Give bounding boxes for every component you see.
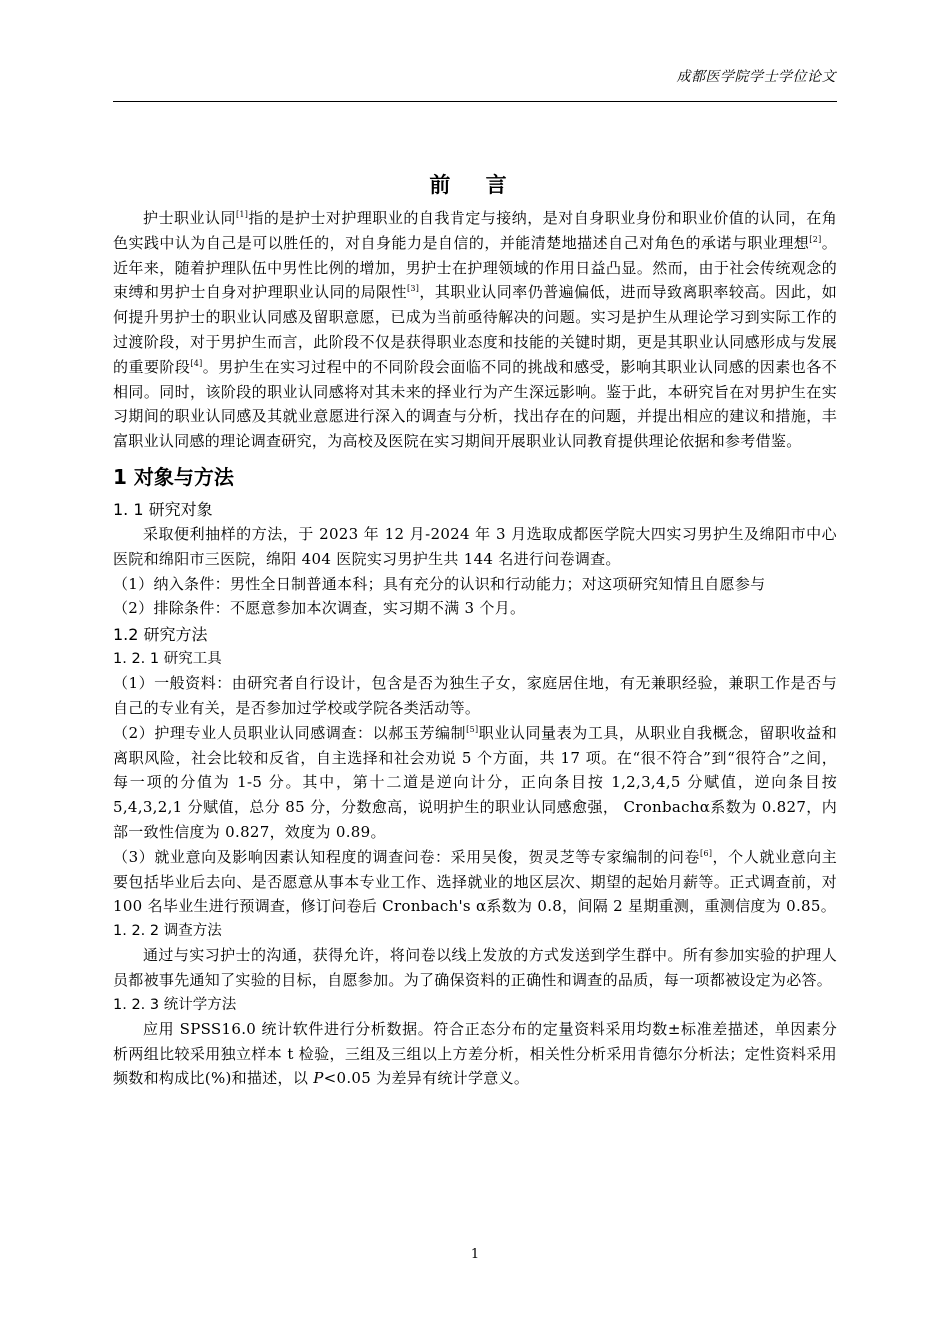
page-content xyxy=(113,170,837,1091)
body-paragraph: 通过与实习护士的沟通，获得允许，将问卷以线上发放的方式发送到学生群中。所有参加实验的护理人员都被事先通知了实验的目标，自愿参加。为了确保资料的正确性和调查的品质，每一项都被设定为必答。 xyxy=(113,946,837,989)
subsubsection-heading: 1. 2. 1 研究工具 xyxy=(113,651,222,668)
text-run: <0.05 为差异有统计学意义。 xyxy=(323,1069,530,1088)
preface-paragraph xyxy=(113,206,837,454)
p-value-symbol: P xyxy=(313,1069,324,1088)
text-run: 护士职业认同 xyxy=(143,209,236,227)
text-run: ，个人就业意向主要包括毕业后去向、是否愿意从事本专业工作、选择就业的地区层次、期望的起始月薪等。正式调查前，对 100 名毕业生进行预调查，修订问卷后 Cronbach's α系数为 0.8，间隔 2 星期重测，重测信度为 0.85。 xyxy=(113,847,837,916)
body-paragraph: （1）一般资料：由研究者自行设计，包含是否为独生子女，家庭居住地，有无兼职经验，兼职工作是否与自己的专业有关，是否参加过学校或学院各类活动等。 xyxy=(113,674,837,717)
citation-ref: [6] xyxy=(700,848,713,858)
text-run: 应用 SPSS16.0 统计软件进行分析数据。符合正态分布的定量资料采用均数±标准差描述，单因素分析两组比较采用独立样本 t 检验，三组及三组以上方差分析，相关性分析采用肯德尔分析法；定性资料采用频数和构成比(%)和描述，以 xyxy=(113,1019,837,1088)
citation-ref: [5] xyxy=(466,724,479,734)
body-paragraph xyxy=(113,845,837,919)
running-header: 成都医学院学士学位论文 xyxy=(676,69,836,85)
citation-ref: [1] xyxy=(235,210,249,219)
text-run: 职业认同量表为工具，从职业自我概念，留职收益和离职风险，社会比较和反省，自主选择和社会劝说 5 个方面，共 17 项。在“很不符合”到“很符合”之间，每一项的分值为 1-5 分。其中，第十二道是逆向计分，正向条目按 1,2,3,4,5 分赋值，逆向条目按 5,4,3,2,1 分赋值，总分 85 分，分数愈高，说明护生的职业认同感愈强， Cronbachα系数为 0.827，内部一致性信度为 0.827，效度为 0.89。 xyxy=(113,723,837,841)
exclusion-criteria: （2）排除条件：不愿意参加本次调查，实习期不满 3 个月。 xyxy=(113,599,526,618)
body-paragraph: 采取便利抽样的方法，于 2023 年 12 月-2024 年 3 月选取成都医学院大四实习男护生及绵阳市中心医院和绵阳市三医院，绵阳 404 医院实习男护生共 144 名进行问卷调查。 xyxy=(113,524,837,568)
body-paragraph xyxy=(113,1017,837,1091)
subsection-heading: 1.2 研究方法 xyxy=(113,625,208,645)
text-run: 。近年来，随着护理队伍中男性比例的增加，男护士在护理领域的作用日益凸显。然而，由于社会传统观念的束缚和男护士自身对护理职业认同的局限性 xyxy=(113,233,837,302)
subsubsection-heading: 1. 2. 3 统计学方法 xyxy=(113,996,237,1013)
subsubsection-heading: 1. 2. 2 调查方法 xyxy=(113,923,222,940)
header-rule xyxy=(113,101,837,102)
page-number: 1 xyxy=(470,1247,480,1262)
section-heading: 1 对象与方法 xyxy=(113,464,234,489)
body-paragraph xyxy=(113,721,837,845)
citation-ref: [3] xyxy=(407,284,420,294)
text-run: ，其职业认同率仍普遍偏低，进而导致离职率较高。因此，如何提升男护士的职业认同感及留职意愿，已成为当前亟待解决的问题。实习是护生从理论学习到实际工作的过渡阶段，对于男护生而言，此阶段不仅是获得职业态度和技能的关键时期，更是其职业认同感形成与发展的重要阶段 xyxy=(113,283,838,376)
text-run: 。男护生在实习过程中的不同阶段会面临不同的挑战和感受，影响其职业认同感的因素也各不相同。同时，该阶段的职业认同感将对其未来的择业行为产生深远影响。鉴于此，本研究旨在对男护生在实习期间的职业认同感及其就业意愿进行深入的调查与分析，找出存在的问题，并提出相应的建议和措施，丰富职业认同感的理论调查研究，为高校及医院在实习期间开展职业认同教育提供理论依据和参考借鉴。 xyxy=(113,357,837,451)
text-run: （2）护理专业人员职业认同感调查：以郝玉芳编制 xyxy=(113,723,467,742)
preface-title: 前 言 xyxy=(429,173,521,197)
subsection-heading: 1. 1 研究对象 xyxy=(113,499,213,519)
citation-ref: [2] xyxy=(809,234,822,244)
text-run: 指的是护士对护理职业的自我肯定与接纳，是对自身职业身份和职业价值的认同，在角色实践中认为自己是可以胜任的，对自身能力是自信的，并能清楚地描述自己对角色的承诺与职业理想 xyxy=(113,209,837,252)
citation-ref: [4] xyxy=(190,358,203,368)
text-run: （3）就业意向及影响因素认知程度的调查问卷：采用吴俊，贺灵芝等专家编制的问卷 xyxy=(113,847,701,866)
inclusion-criteria: （1）纳入条件：男性全日制普通本科；具有充分的认识和行动能力；对这项研究知情且自愿参与 xyxy=(113,574,766,593)
